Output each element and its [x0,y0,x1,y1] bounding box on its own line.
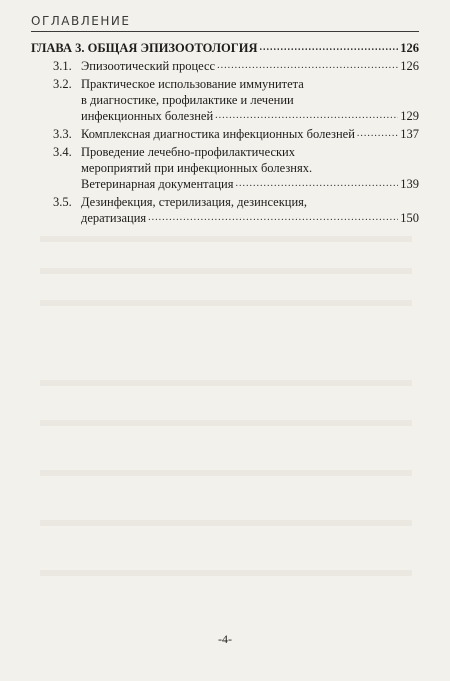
toc-entry[interactable] [31,126,419,142]
entry-number: 3.1. [53,59,72,73]
dot-leader [235,179,398,189]
bleed-through-text [40,300,412,306]
header-rule [31,31,419,32]
page-number: -4- [218,632,232,646]
entry-title-line: Комплексная диагностика инфекционных болезней [81,127,355,141]
dot-leader [217,61,398,71]
bleed-through-text [40,380,412,386]
entry-page-number: 139 [400,177,419,191]
dot-leader [259,43,398,53]
toc-entry[interactable] [31,144,419,192]
toc-chapter-entry[interactable] [31,40,419,56]
bleed-through-text [40,520,412,526]
dot-leader [215,111,398,121]
bleed-through-text [40,420,412,426]
entry-title-line: Проведение лечебно-профилактических [81,145,296,159]
bleed-through-text [40,570,412,576]
entry-number: 3.5. [53,195,72,209]
bleed-through-text [40,236,412,242]
section-header: ОГЛАВЛЕНИЕ [31,14,131,28]
entry-title-line: в диагностике, профилактике и лечении [81,93,294,107]
entry-title-line: Ветеринарная документация [81,177,234,191]
entry-page-number: 129 [400,109,419,123]
toc-entry[interactable] [31,76,419,124]
entry-number: 3.4. [53,145,72,159]
bleed-through-text [40,470,412,476]
dot-leader [357,129,398,139]
dot-leader [148,213,398,223]
entry-page-number: 150 [400,211,419,225]
entry-title-line: Дезинфекция, стерилизация, дезинсекция, [81,195,308,209]
toc-entries [31,58,419,226]
entry-title-line: Практическое использование иммунитета [81,77,304,91]
chapter-page-number: 126 [400,41,419,55]
toc-entry[interactable] [31,58,419,74]
entry-number: 3.3. [53,127,72,141]
entry-title-line: дератизация [81,211,147,225]
toc-entry[interactable] [31,194,419,226]
table-of-contents [31,40,419,226]
entry-title-line: Эпизоотический процесс [81,59,216,73]
entry-page-number: 126 [400,59,419,73]
entry-number: 3.2. [53,77,72,91]
entry-title-line: мероприятий при инфекционных болезнях. [81,161,313,175]
chapter-title: ГЛАВА 3. ОБЩАЯ ЭПИЗООТОЛОГИЯ [31,41,258,55]
bleed-through-text [40,268,412,274]
entry-title-line: инфекционных болезней [81,109,214,123]
entry-page-number: 137 [400,127,419,141]
